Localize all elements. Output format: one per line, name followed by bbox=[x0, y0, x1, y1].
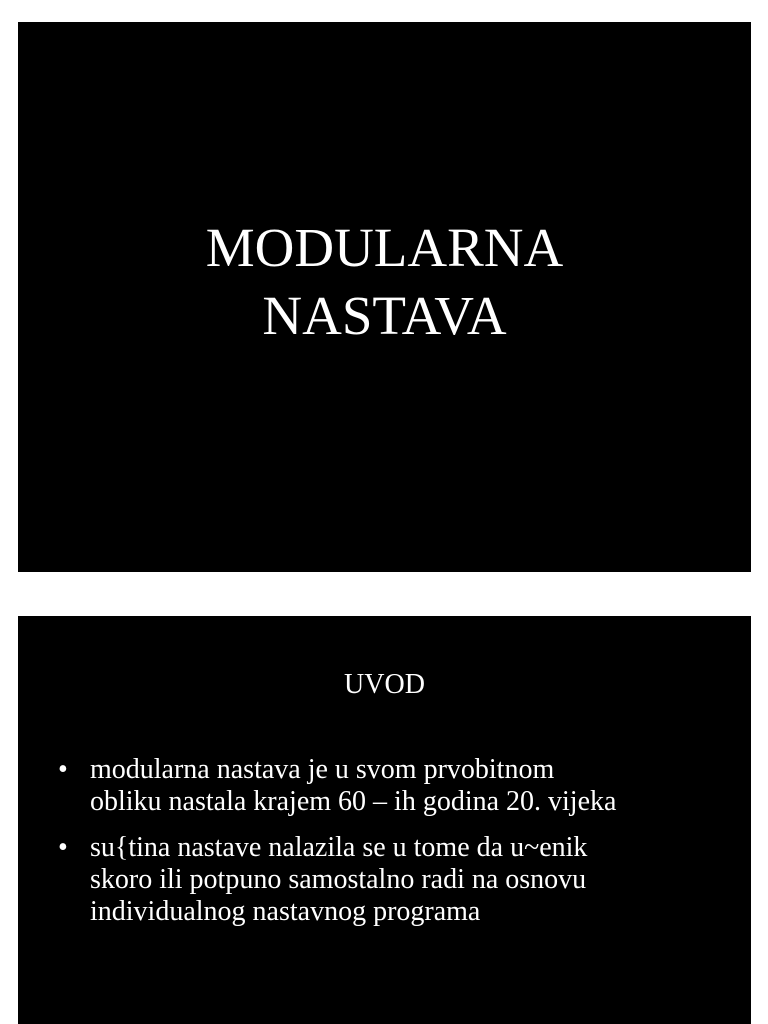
bullet-line: su{tina nastave nalazila se u tome da u~enik bbox=[90, 832, 588, 863]
bullet-icon: • bbox=[58, 754, 68, 785]
bullet-item bbox=[56, 832, 736, 928]
slide-title bbox=[18, 22, 751, 572]
slide-intro bbox=[18, 616, 751, 1024]
section-heading: UVOD bbox=[344, 669, 425, 700]
title-line-2: NASTAVA bbox=[262, 285, 507, 346]
bullet-line: skoro ili potpuno samostalno radi na osnovu bbox=[90, 864, 587, 895]
bullet-list bbox=[56, 754, 736, 942]
slide-title-heading bbox=[18, 214, 751, 350]
bullet-line: modularna nastava je u svom prvobitnom bbox=[90, 754, 555, 785]
bullet-item bbox=[56, 754, 736, 818]
bullet-icon: • bbox=[58, 832, 68, 863]
title-line-1: MODULARNA bbox=[205, 217, 564, 278]
bullet-line: individualnog nastavnog programa bbox=[90, 896, 481, 927]
bullet-line: obliku nastala krajem 60 – ih godina 20. vijeka bbox=[90, 786, 617, 817]
